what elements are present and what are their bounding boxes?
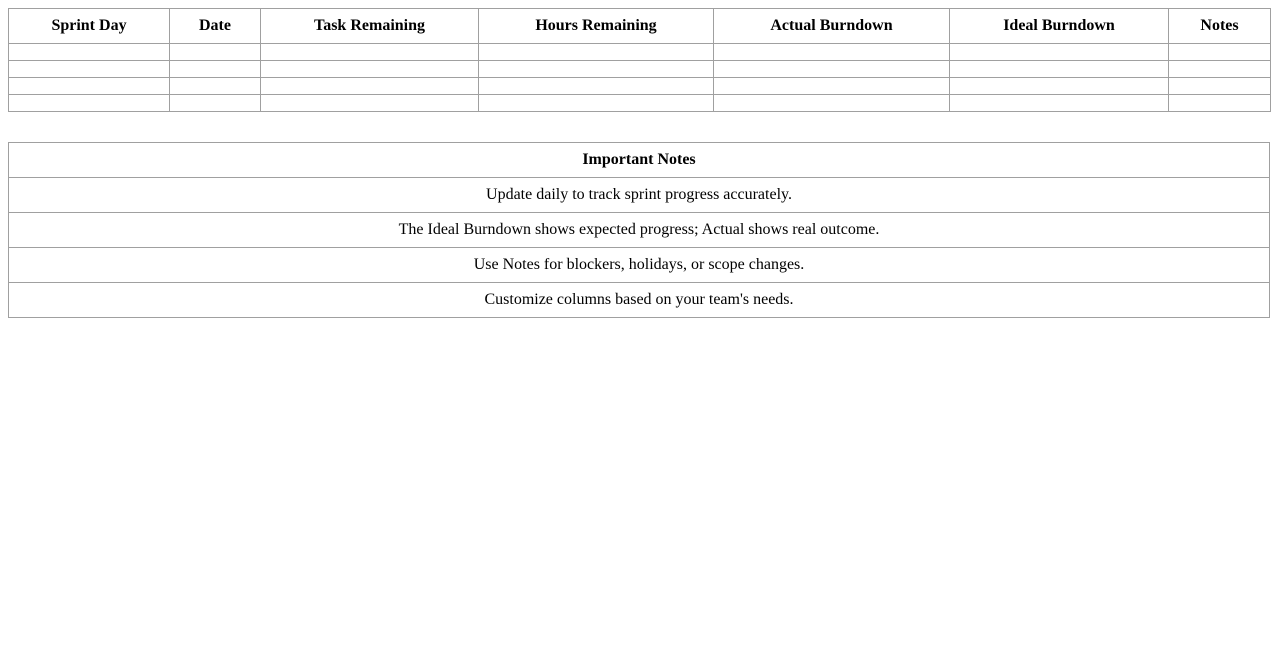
list-item <box>9 178 1270 213</box>
note-text: Customize columns based on your team's needs. <box>9 283 1270 318</box>
table-row <box>9 78 1271 95</box>
note-text: The Ideal Burndown shows expected progress; Actual shows real outcome. <box>9 213 1270 248</box>
cell-hours-remaining <box>479 61 714 78</box>
cell-task-remaining <box>261 78 479 95</box>
table-row <box>9 44 1271 61</box>
cell-date <box>170 44 261 61</box>
cell-sprint-day <box>9 61 170 78</box>
cell-hours-remaining <box>479 44 714 61</box>
cell-actual-burndown <box>714 95 950 112</box>
cell-task-remaining <box>261 61 479 78</box>
cell-sprint-day <box>9 95 170 112</box>
cell-date <box>170 78 261 95</box>
cell-actual-burndown <box>714 78 950 95</box>
cell-ideal-burndown <box>950 95 1169 112</box>
header-actual-burndown: Actual Burndown <box>714 9 950 44</box>
cell-hours-remaining <box>479 95 714 112</box>
cell-notes <box>1169 95 1271 112</box>
notes-header-row <box>9 143 1270 178</box>
note-text: Use Notes for blockers, holidays, or scope changes. <box>9 248 1270 283</box>
document-body <box>8 8 1270 318</box>
cell-ideal-burndown <box>950 44 1169 61</box>
cell-sprint-day <box>9 44 170 61</box>
notes-title: Important Notes <box>9 143 1270 178</box>
list-item <box>9 283 1270 318</box>
header-hours-remaining: Hours Remaining <box>479 9 714 44</box>
burndown-header-row <box>9 9 1271 44</box>
cell-sprint-day <box>9 78 170 95</box>
header-task-remaining: Task Remaining <box>261 9 479 44</box>
header-sprint-day: Sprint Day <box>9 9 170 44</box>
cell-actual-burndown <box>714 44 950 61</box>
important-notes-table <box>8 142 1270 318</box>
cell-notes <box>1169 61 1271 78</box>
burndown-table <box>8 8 1271 112</box>
cell-actual-burndown <box>714 61 950 78</box>
cell-task-remaining <box>261 44 479 61</box>
cell-ideal-burndown <box>950 61 1169 78</box>
note-text: Update daily to track sprint progress accurately. <box>9 178 1270 213</box>
cell-ideal-burndown <box>950 78 1169 95</box>
header-notes: Notes <box>1169 9 1271 44</box>
header-ideal-burndown: Ideal Burndown <box>950 9 1169 44</box>
cell-notes <box>1169 78 1271 95</box>
list-item <box>9 213 1270 248</box>
cell-date <box>170 61 261 78</box>
cell-notes <box>1169 44 1271 61</box>
cell-hours-remaining <box>479 78 714 95</box>
table-row <box>9 95 1271 112</box>
table-row <box>9 61 1271 78</box>
header-date: Date <box>170 9 261 44</box>
cell-task-remaining <box>261 95 479 112</box>
list-item <box>9 248 1270 283</box>
cell-date <box>170 95 261 112</box>
